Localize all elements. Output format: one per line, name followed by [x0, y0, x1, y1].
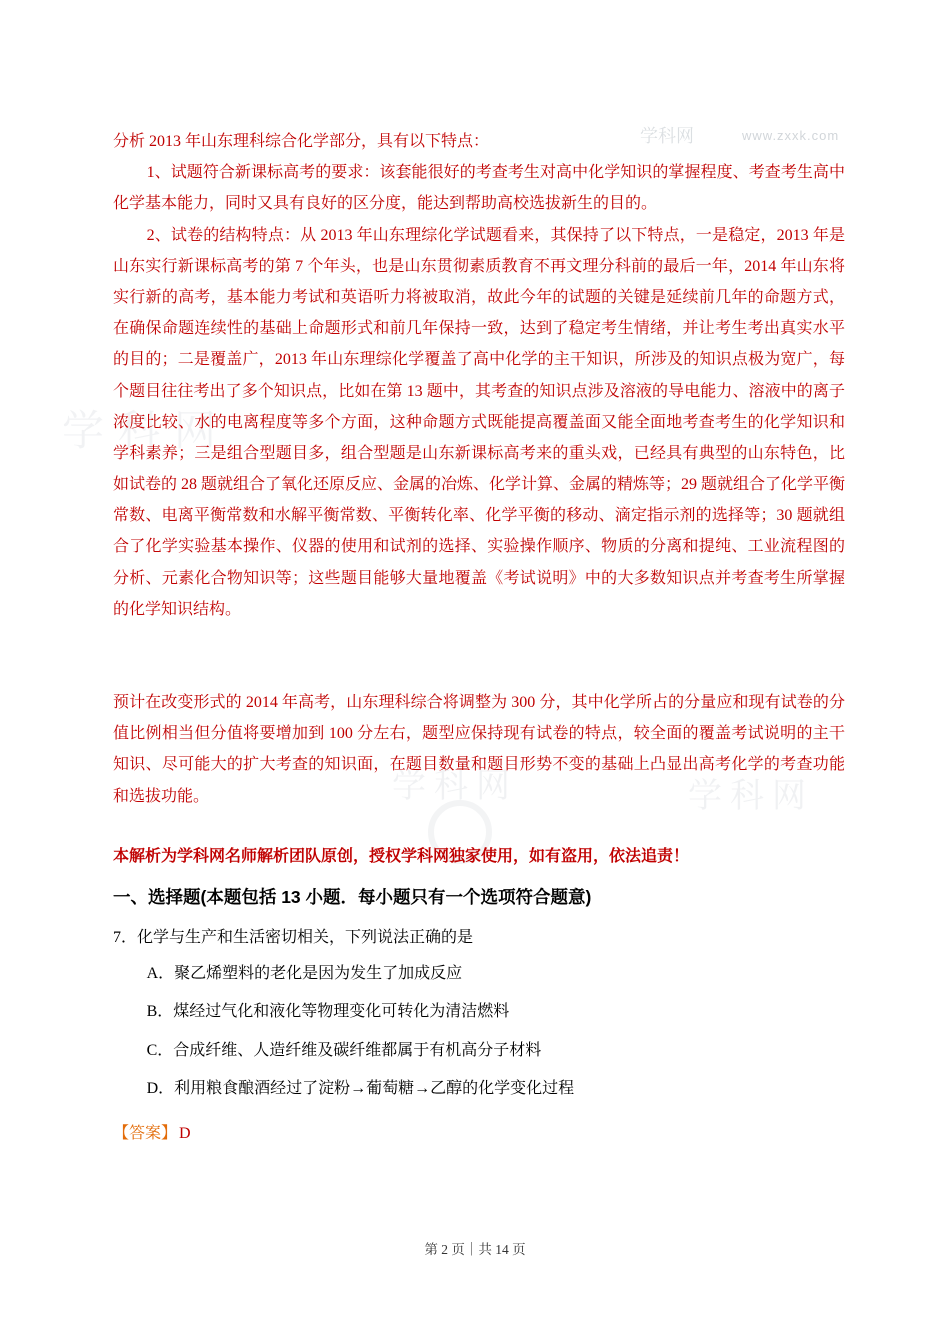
forecast-paragraph: 预计在改变形式的 2014 年高考，山东理科综合将调整为 300 分，其中化学所占的分量应和现有试卷的分值比例相当但分值将要增加到 100 分左右，题型应保持现有试卷的特点，较全面的覆盖考试说明的主干知识、尽可能大的扩大考查的知识面，在题目数量和题目形势不变的基础上凸显出高考化学的考查功能和选拔功能。 — [113, 694, 845, 805]
page-number: 第 2 页｜共 14 页 — [424, 1242, 526, 1257]
document-content — [113, 126, 845, 1150]
answer-label: 【答案】 — [113, 1125, 178, 1143]
copyright-notice: 本解析为学科网名师解析团队原创，授权学科网独家使用，如有盗用，依法追责！ — [113, 847, 690, 865]
question-7-option-c: C．合成纤维、人造纤维及碳纤维都属于有机高分子材料 — [146, 1041, 542, 1059]
zxxk-watermark: 学科网 — [688, 777, 814, 815]
zxxk-url-watermark: www.zxxk.com — [742, 128, 840, 143]
zxxk-logo-watermark: 学科网 — [640, 126, 694, 146]
answer-value: D — [179, 1125, 191, 1143]
question-7-option-b: B．煤经过气化和液化等物理变化可转化为清洁燃料 — [146, 1003, 510, 1021]
analysis-point-2-paragraph: 2、试卷的结构特点：从 2013 年山东理综化学试题看来，其保持了以下特点，一是稳定，2013 年是山东实行新课标高考的第 7 个年头，也是山东贯彻素质教育不再文理分科前的最后一年，2014 年山东将实行新的高考，基本能力考试和英语听力将被取消，故此今年的试题的关键是延续前几年的命题方式，在确保命题连续性的基础上命题形式和前几年保持一致，达到了稳定考生情绪，并让考生考出真实水平的目的；二是覆盖广，2013 年山东理综化学覆盖了高中化学的主干知识，所涉及的知识点极为宽广，每个题目往往考出了多个知识点，比如在第 13 题中，其考查的知识点涉及溶液的导电能力、溶液中的离子浓度比较、水的电离程度等多个方面，这种命题方式既能提高覆盖面又能全面地考查考生的化学知识和学科素养；三是组合型题目多，组合型题是山东新课标高考来的重头戏，已经具有典型的山东特色，比如试卷的 28 题就组合了氧化还原反应、金属的冶炼、化学计算、金属的精炼等；29 题就组合了化学平衡常数、电离平衡常数和水解平衡常数、平衡转化率、化学平衡的移动、滴定指示剂的选择等；30 题就组合了化学实验基本操作、仪器的使用和试剂的选择、实验操作顺序、物质的分离和提纯、工业流程图的分析、元素化合物知识等；这些题目能够大量地覆盖《考试说明》中的大多数知识点并考查考生所掌握的化学知识结构。 — [113, 226, 846, 618]
question-7-option-d: D．利用粮食酿酒经过了淀粉→葡萄糖→乙醇的化学变化过程 — [146, 1079, 575, 1097]
analysis-point-1-paragraph: 1、试题符合新课标高考的要求：该套能很好的考查考生对高中化学知识的掌握程度、考查考生高中化学基本能力，同时又具有良好的区分度，能达到帮助高校选拔新生的目的。 — [113, 164, 845, 213]
answer-line — [113, 1118, 845, 1150]
page-footer — [0, 1238, 950, 1258]
zxxk-watermark: 学科网 — [62, 407, 231, 454]
question-7-option-a: A．聚乙烯塑料的老化是因为发生了加成反应 — [146, 964, 463, 982]
zxxk-watermark: 学科网 — [392, 767, 518, 805]
question-7-stem: 7．化学与生产和生活密切相关，下列说法正确的是 — [113, 929, 474, 947]
analysis-intro-paragraph: 分析 2013 年山东理科综合化学部分，具有以下特点： — [113, 133, 490, 150]
section-heading-multiple-choice: 一、选择题(本题包括 13 小题．每小题只有一个选项符合题意) — [113, 887, 592, 908]
